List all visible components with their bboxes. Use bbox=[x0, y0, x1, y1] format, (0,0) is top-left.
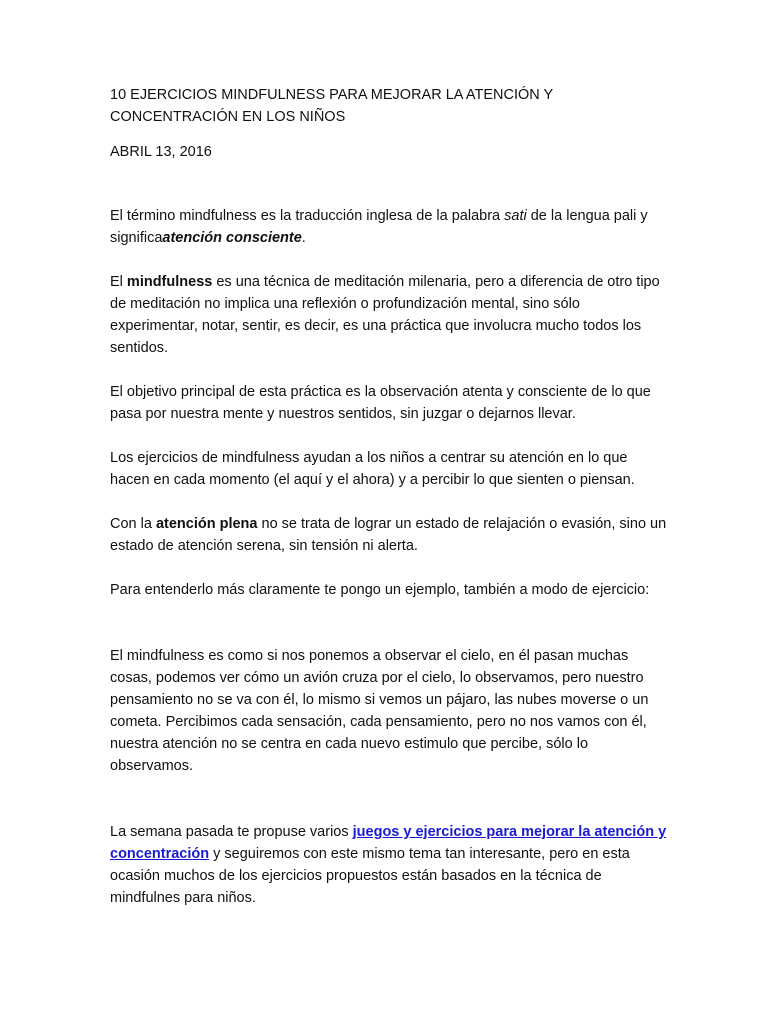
paragraph-sky-example: El mindfulness es como si nos ponemos a observar el cielo, en él pasan muchas cosas, podemos ver cómo un avión cruza por el cielo, lo observamos, pero nuestro pensamiento no se va con él, lo mismo si vemos un pájaro, las nubes moverse o un cometa. Percibimos cada sensación, cada pensamiento, pero no nos vamos con él, nuestra atención no se centra en cada nuevo estimulo que percibe, sólo lo observamos. bbox=[110, 648, 649, 774]
p1-term-atencion-consciente: atención consciente bbox=[162, 230, 302, 246]
paragraph-exercises: Los ejercicios de mindfulness ayudan a los niños a centrar su atención en lo que hacen en cada momento (el aquí y el ahora) y a percibir lo que sienten o piensan. bbox=[110, 450, 635, 488]
article-title-line-1: 10 EJERCICIOS MINDFULNESS PARA MEJORAR LA ATENCIÓN Y bbox=[110, 87, 554, 103]
p8-text-a: La semana pasada te propuse varios bbox=[110, 824, 353, 840]
p1-text-e: . bbox=[301, 230, 306, 246]
document-page bbox=[110, 84, 670, 931]
paragraph-definition bbox=[110, 205, 670, 249]
related-article-link[interactable]: juegos y ejercicios para mejorar la atención y concentración bbox=[110, 824, 667, 862]
paragraph-previous-week bbox=[110, 821, 670, 909]
p2-text-a: El bbox=[110, 274, 127, 290]
p2-text-c: es una técnica de meditación milenaria, pero a diferencia de otro tipo de meditación no implica una reflexión o profundización mental, sino sólo experimentar, notar, sentir, es decir, es una práctica que involucra mucho todos los sentidos. bbox=[110, 274, 660, 356]
paragraph-technique bbox=[110, 271, 670, 359]
p5-text-c: no se trata de lograr un estado de relajación o evasión, sino un estado de atención serena, sin tensión ni alerta. bbox=[110, 516, 667, 554]
paragraph-objective: El objetivo principal de esta práctica es la observación atenta y consciente de lo que pasa por nuestra mente y nuestros sentidos, sin juzgar o dejarnos llevar. bbox=[110, 384, 651, 422]
article-title-line-2: CONCENTRACIÓN EN LOS NIÑOS bbox=[110, 109, 346, 125]
p5-term-atencion-plena: atención plena bbox=[155, 516, 258, 532]
paragraph-example-intro: Para entenderlo más claramente te pongo un ejemplo, también a modo de ejercicio: bbox=[110, 582, 650, 598]
p1-text-a: El término mindfulness es la traducción inglesa de la palabra bbox=[110, 208, 505, 224]
p5-text-a: Con la bbox=[110, 516, 156, 532]
p1-term-sati: sati bbox=[504, 208, 527, 224]
article-title bbox=[110, 84, 670, 128]
article-date: ABRIL 13, 2016 bbox=[110, 144, 212, 160]
p1-text-c: de la lengua pali y significa bbox=[110, 208, 648, 246]
p2-term-mindfulness: mindfulness bbox=[126, 274, 213, 290]
p8-text-c: y seguiremos con este mismo tema tan interesante, pero en esta ocasión muchos de los ejercicios propuestos están basados en la técnica de mindfulnes para niños. bbox=[110, 846, 630, 906]
paragraph-full-attention bbox=[110, 513, 670, 557]
